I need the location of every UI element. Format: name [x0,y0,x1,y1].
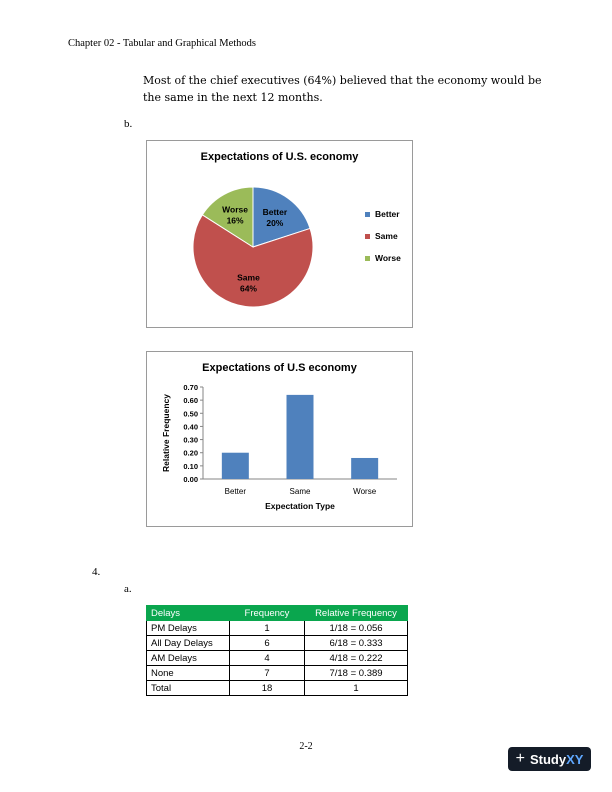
cell-delay: Total [147,681,230,696]
pie-data-label-name: Better [262,206,288,217]
table-row [147,621,408,636]
studyxy-badge[interactable] [508,747,591,771]
cell-delay: AM Delays [147,651,230,666]
table-row [147,636,408,651]
cell-frequency: 1 [230,621,305,636]
table-row [147,651,408,666]
y-tick-label: 0.50 [183,409,198,419]
cell-frequency: 18 [230,681,305,696]
part-a-label: a. [124,583,132,595]
bar-chart-title: Expectations of U.S economy [202,362,357,374]
pie-data-label-percent: 64% [239,283,257,294]
pie-chart-title: Expectations of U.S. economy [200,151,359,163]
cell-frequency: 6 [230,636,305,651]
page-number: 2-2 [299,741,313,752]
cell-relative-frequency: 4/18 = 0.222 [305,651,408,666]
cell-delay: All Day Delays [147,636,230,651]
x-tick-label: Same [289,487,311,496]
table-row-total [147,681,408,696]
bar-chart-svg [147,352,412,526]
page-header: Chapter 02 - Tabular and Graphical Methods [68,38,257,49]
col-header-relative-frequency: Relative Frequency [305,606,408,621]
col-header-frequency: Frequency [230,606,305,621]
pie-data-label-percent: 20% [266,217,284,228]
cell-frequency: 4 [230,651,305,666]
table-row [147,666,408,681]
cell-delay: None [147,666,230,681]
y-tick-label: 0.60 [183,396,198,406]
cell-relative-frequency: 6/18 = 0.333 [305,636,408,651]
col-header-delays: Delays [147,606,230,621]
legend-label-worse: Worse [375,253,401,263]
x-tick-label: Worse [353,487,377,496]
brand-name: StudyXY [529,751,584,767]
part-b-label: b. [124,118,133,130]
bar-better [222,453,249,479]
y-tick-label: 0.20 [183,448,198,458]
cell-relative-frequency: 1 [305,681,408,696]
answer-paragraph: Most of the chief executives (64%) believed that the economy would be the same in the next 12 months. [143,74,542,104]
y-tick-label: 0.10 [183,461,198,471]
bar-chart [146,351,413,527]
x-axis-title: Expectation Type [265,501,335,511]
x-tick-label: Better [224,487,247,496]
pie-chart-svg [147,141,412,327]
cell-delay: PM Delays [147,621,230,636]
frequency-table-wrap [146,605,408,696]
legend-swatch-same [365,234,370,239]
y-tick-label: 0.00 [183,475,198,484]
frequency-table [146,605,408,696]
question-number: 4. [92,566,101,578]
bar-worse [351,458,378,479]
pie-data-label-name: Worse [222,204,248,215]
pie-chart [146,140,413,328]
pie-data-label-percent: 16% [226,215,244,226]
legend-swatch-worse [365,256,370,261]
cell-relative-frequency: 7/18 = 0.389 [305,666,408,681]
legend-swatch-better [365,212,370,217]
table-header-row [147,606,408,621]
plus-icon: + [515,750,525,767]
y-axis-title: Relative Frequency [161,394,171,472]
cell-frequency: 7 [230,666,305,681]
legend-label-same: Same [375,231,398,241]
legend-label-better: Better [375,209,400,219]
y-tick-label: 0.40 [183,422,198,432]
bar-same [287,395,314,479]
cell-relative-frequency: 1/18 = 0.056 [305,621,408,636]
pie-data-label-name: Same [237,272,260,283]
y-tick-label: 0.30 [183,435,198,445]
y-tick-label: 0.70 [183,383,198,392]
